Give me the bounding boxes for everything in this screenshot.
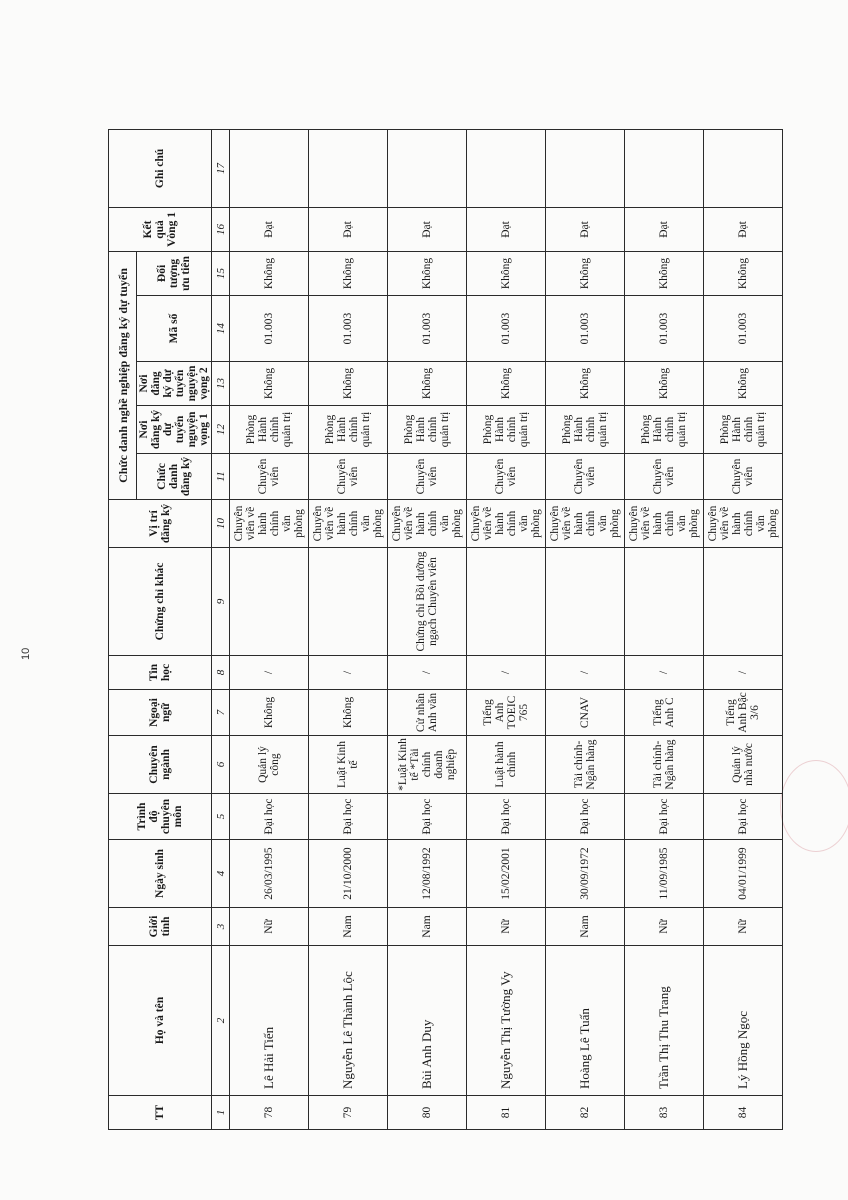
table-row xyxy=(230,129,309,1129)
cell-place2: Không xyxy=(467,362,546,406)
cell-it: / xyxy=(704,656,783,690)
table-row xyxy=(625,129,704,1129)
cell-other-cert xyxy=(309,548,388,656)
header-code: Mã số xyxy=(137,296,212,362)
cell-dob: 12/08/1992 xyxy=(388,840,467,908)
cell-priority: Không xyxy=(230,251,309,295)
table-row xyxy=(309,129,388,1129)
cell-title-reg: Chuyên viên xyxy=(704,454,783,500)
header-language: Ngoại ngữ xyxy=(109,690,212,736)
cell-tt: 81 xyxy=(467,1096,546,1130)
cell-place1: Phòng Hành chính quản trị xyxy=(625,406,704,454)
header-other-cert: Chứng chỉ khác xyxy=(109,548,212,656)
cell-code: 01.003 xyxy=(388,296,467,362)
cell-place2: Không xyxy=(388,362,467,406)
cell-place2: Không xyxy=(230,362,309,406)
cell-dob: 30/09/1972 xyxy=(546,840,625,908)
column-number: 5 xyxy=(212,794,230,840)
table-row xyxy=(467,129,546,1129)
cell-gender: Nữ xyxy=(467,908,546,946)
cell-position: Chuyên viên về hành chính văn phòng xyxy=(704,500,783,548)
cell-gender: Nam xyxy=(546,908,625,946)
cell-priority: Không xyxy=(625,251,704,295)
header-priority: Đối tượng ưu tiên xyxy=(137,251,212,295)
cell-education: Đại học xyxy=(467,794,546,840)
cell-education: Đại học xyxy=(309,794,388,840)
page-number: 10 xyxy=(20,647,32,660)
cell-it: / xyxy=(230,656,309,690)
cell-dob: 15/02/2001 xyxy=(467,840,546,908)
column-number: 2 xyxy=(212,946,230,1096)
cell-title-reg: Chuyên viên xyxy=(230,454,309,500)
header-group-title: Chức danh nghề nghiệp đăng ký dự tuyển xyxy=(109,251,137,499)
header-it: Tin học xyxy=(109,656,212,690)
cell-code: 01.003 xyxy=(309,296,388,362)
cell-result: Đạt xyxy=(388,207,467,251)
candidate-registration-table xyxy=(108,129,783,1130)
cell-result: Đạt xyxy=(625,207,704,251)
cell-title-reg: Chuyên viên xyxy=(546,454,625,500)
column-number: 8 xyxy=(212,656,230,690)
cell-dob: 11/09/1985 xyxy=(625,840,704,908)
cell-name: Lý Hồng Ngọc xyxy=(704,946,783,1096)
cell-language: Không xyxy=(230,690,309,736)
faded-stamp xyxy=(780,760,848,852)
cell-note xyxy=(467,129,546,207)
cell-it: / xyxy=(309,656,388,690)
cell-major: Luật Kinh tế xyxy=(309,736,388,794)
cell-place2: Không xyxy=(704,362,783,406)
cell-code: 01.003 xyxy=(625,296,704,362)
column-number: 17 xyxy=(212,129,230,207)
cell-tt: 80 xyxy=(388,1096,467,1130)
cell-title-reg: Chuyên viên xyxy=(388,454,467,500)
cell-priority: Không xyxy=(388,251,467,295)
cell-name: Lê Hải Tiến xyxy=(230,946,309,1096)
cell-result: Đạt xyxy=(230,207,309,251)
cell-other-cert xyxy=(704,548,783,656)
cell-priority: Không xyxy=(309,251,388,295)
cell-place2: Không xyxy=(309,362,388,406)
cell-major: Tài chính-Ngân hàng xyxy=(625,736,704,794)
cell-language: Tiếng Anh C xyxy=(625,690,704,736)
header-gender: Giới tính xyxy=(109,908,212,946)
cell-major: Quản lý nhà nước xyxy=(704,736,783,794)
cell-priority: Không xyxy=(467,251,546,295)
cell-position: Chuyên viên về hành chính văn phòng xyxy=(546,500,625,548)
column-number-row xyxy=(212,129,230,1129)
cell-place2: Không xyxy=(546,362,625,406)
cell-education: Đại học xyxy=(546,794,625,840)
cell-priority: Không xyxy=(546,251,625,295)
cell-tt: 82 xyxy=(546,1096,625,1130)
cell-other-cert: Chứng chỉ Bồi dưỡng ngạch Chuyên viên xyxy=(388,548,467,656)
cell-place1: Phòng Hành chính quản trị xyxy=(546,406,625,454)
column-number: 15 xyxy=(212,251,230,295)
cell-position: Chuyên viên về hành chính văn phòng xyxy=(230,500,309,548)
cell-priority: Không xyxy=(704,251,783,295)
cell-place1: Phòng Hành chính quản trị xyxy=(388,406,467,454)
cell-major: *Luật Kinh tế *Tài chính doanh nghiệp xyxy=(388,736,467,794)
rotated-page-content xyxy=(108,130,783,1130)
cell-gender: Nam xyxy=(388,908,467,946)
cell-language: Không xyxy=(309,690,388,736)
cell-major: Luật hành chính xyxy=(467,736,546,794)
cell-tt: 79 xyxy=(309,1096,388,1130)
column-number: 1 xyxy=(212,1096,230,1130)
column-number: 4 xyxy=(212,840,230,908)
cell-it: / xyxy=(388,656,467,690)
cell-education: Đại học xyxy=(388,794,467,840)
cell-other-cert xyxy=(546,548,625,656)
cell-position: Chuyên viên về hành chính văn phòng xyxy=(467,500,546,548)
cell-place1: Phòng Hành chính quản trị xyxy=(467,406,546,454)
cell-note xyxy=(546,129,625,207)
cell-result: Đạt xyxy=(467,207,546,251)
cell-dob: 04/01/1999 xyxy=(704,840,783,908)
cell-language: Tiếng Anh Bậc 3/6 xyxy=(704,690,783,736)
header-dob: Ngày sinh xyxy=(109,840,212,908)
header-name: Họ và tên xyxy=(109,946,212,1096)
cell-title-reg: Chuyên viên xyxy=(309,454,388,500)
column-number: 13 xyxy=(212,362,230,406)
table-row xyxy=(704,129,783,1129)
cell-major: Quản lý công xyxy=(230,736,309,794)
cell-dob: 21/10/2000 xyxy=(309,840,388,908)
cell-other-cert xyxy=(625,548,704,656)
cell-place1: Phòng Hành chính quản trị xyxy=(704,406,783,454)
cell-major: Tài chính-Ngân hàng xyxy=(546,736,625,794)
column-number: 14 xyxy=(212,296,230,362)
cell-place1: Phòng Hành chính quản trị xyxy=(309,406,388,454)
cell-note xyxy=(309,129,388,207)
cell-result: Đạt xyxy=(309,207,388,251)
cell-note xyxy=(625,129,704,207)
cell-title-reg: Chuyên viên xyxy=(625,454,704,500)
cell-note xyxy=(704,129,783,207)
cell-other-cert xyxy=(230,548,309,656)
cell-gender: Nữ xyxy=(625,908,704,946)
cell-title-reg: Chuyên viên xyxy=(467,454,546,500)
table-row xyxy=(546,129,625,1129)
cell-gender: Nữ xyxy=(704,908,783,946)
column-number: 11 xyxy=(212,454,230,500)
cell-position: Chuyên viên về hành chính văn phòng xyxy=(388,500,467,548)
header-result: Kết quả Vòng 1 xyxy=(109,207,212,251)
cell-tt: 83 xyxy=(625,1096,704,1130)
cell-position: Chuyên viên về hành chính văn phòng xyxy=(309,500,388,548)
cell-code: 01.003 xyxy=(704,296,783,362)
header-tt: TT xyxy=(109,1096,212,1130)
column-number: 9 xyxy=(212,548,230,656)
cell-tt: 78 xyxy=(230,1096,309,1130)
cell-name: Nguyễn Lê Thành Lộc xyxy=(309,946,388,1096)
cell-name: Bùi Anh Duy xyxy=(388,946,467,1096)
cell-language: CNAV xyxy=(546,690,625,736)
table-body xyxy=(230,129,783,1129)
header-title-reg: Chức danh đăng ký xyxy=(137,454,212,500)
cell-education: Đại học xyxy=(625,794,704,840)
cell-name: Trần Thị Thu Trang xyxy=(625,946,704,1096)
cell-note xyxy=(388,129,467,207)
header-position: Vị trí đăng ký xyxy=(109,500,212,548)
cell-language: Tiếng Anh TOEIC 765 xyxy=(467,690,546,736)
cell-place2: Không xyxy=(625,362,704,406)
cell-tt: 84 xyxy=(704,1096,783,1130)
header-note: Ghi chú xyxy=(109,129,212,207)
cell-gender: Nam xyxy=(309,908,388,946)
column-number: 6 xyxy=(212,736,230,794)
cell-note xyxy=(230,129,309,207)
table-row xyxy=(388,129,467,1129)
cell-language: Cử nhân Anh văn xyxy=(388,690,467,736)
header-place2: Nơi đăng ký dự tuyển nguyện vọng 2 xyxy=(137,362,212,406)
header-place1: Nơi đăng ký dự tuyển nguyện vọng 1 xyxy=(137,406,212,454)
column-number: 7 xyxy=(212,690,230,736)
cell-code: 01.003 xyxy=(467,296,546,362)
cell-place1: Phòng Hành chính quản trị xyxy=(230,406,309,454)
cell-dob: 26/03/1995 xyxy=(230,840,309,908)
cell-it: / xyxy=(467,656,546,690)
cell-education: Đại học xyxy=(704,794,783,840)
cell-code: 01.003 xyxy=(546,296,625,362)
cell-gender: Nữ xyxy=(230,908,309,946)
header-major: Chuyên ngành xyxy=(109,736,212,794)
cell-name: Hoàng Lê Tuấn xyxy=(546,946,625,1096)
cell-it: / xyxy=(625,656,704,690)
cell-position: Chuyên viên về hành chính văn phòng xyxy=(625,500,704,548)
cell-education: Đại học xyxy=(230,794,309,840)
cell-other-cert xyxy=(467,548,546,656)
header-education: Trình độ chuyên môn xyxy=(109,794,212,840)
cell-result: Đạt xyxy=(704,207,783,251)
cell-result: Đạt xyxy=(546,207,625,251)
column-number: 16 xyxy=(212,207,230,251)
cell-code: 01.003 xyxy=(230,296,309,362)
column-number: 12 xyxy=(212,406,230,454)
column-number: 3 xyxy=(212,908,230,946)
column-number: 10 xyxy=(212,500,230,548)
cell-it: / xyxy=(546,656,625,690)
cell-name: Nguyễn Thị Tường Vy xyxy=(467,946,546,1096)
